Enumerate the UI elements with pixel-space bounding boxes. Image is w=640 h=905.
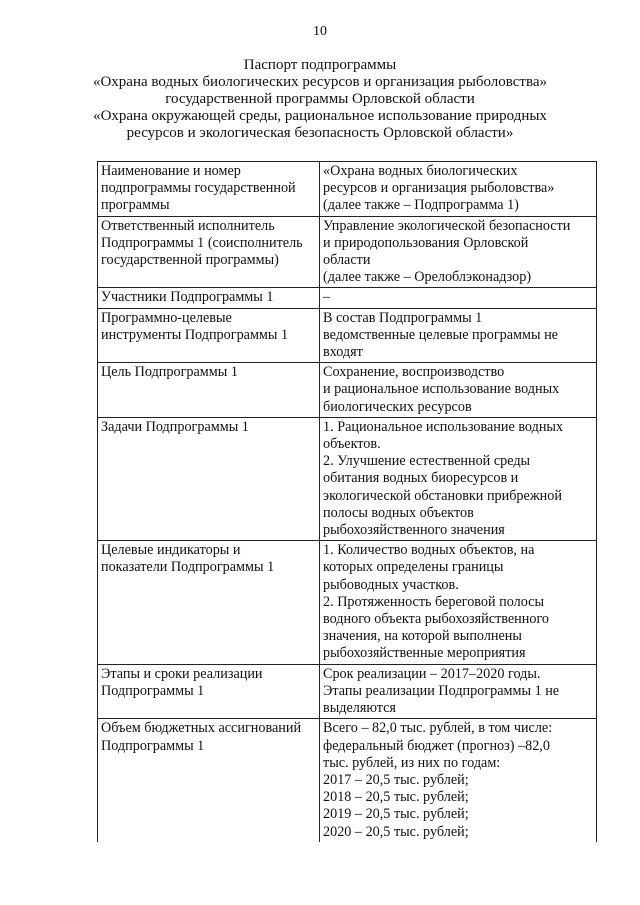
row-value-line: 1. Количество водных объектов, на: [323, 542, 535, 559]
table-row: [98, 363, 597, 418]
row-label-line: Подпрограммы 1 (соисполнитель: [101, 234, 303, 251]
row-label-line: Программно-целевые: [101, 309, 232, 326]
row-value-cell: [320, 288, 597, 308]
row-value-line: области: [323, 252, 371, 269]
row-value-cell: [320, 541, 597, 664]
row-label-cell: [98, 308, 320, 363]
row-value-line: –: [323, 289, 331, 306]
row-value-line: 2. Протяженность береговой полосы: [323, 593, 545, 610]
row-value-line: водного объекта рыбохозяйственного: [323, 611, 550, 628]
row-value-cell: [320, 719, 597, 842]
row-value-line: В состав Подпрограммы 1: [323, 309, 483, 326]
table-row: [98, 719, 597, 842]
header-line: государственной программы Орловской области: [165, 91, 475, 107]
header-line: Паспорт подпрограммы: [243, 57, 397, 73]
row-label-line: Этапы и сроки реализации: [101, 665, 263, 682]
header-line: «Охрана водных биологических ресурсов и организация рыболовства»: [92, 74, 548, 90]
row-value-line: Срок реализации – 2017–2020 годы.: [323, 665, 541, 682]
row-label-line: Подпрограммы 1: [101, 737, 205, 754]
row-value-line: экологической обстановки прибрежной: [323, 487, 562, 504]
row-value-line: выделяются: [323, 700, 396, 717]
row-value-line: объектов.: [323, 436, 381, 453]
row-label-cell: [98, 664, 320, 719]
row-value-line: которых определены границы: [323, 559, 504, 576]
row-label-cell: [98, 216, 320, 288]
row-label-line: подпрограммы государственной: [101, 180, 296, 197]
table-row: [98, 541, 597, 664]
row-value-cell: [320, 162, 597, 217]
row-value-cell: [320, 308, 597, 363]
row-value-line: Управление экологической безопасности: [323, 217, 571, 234]
table-row: [98, 162, 597, 217]
row-label-line: государственной программы): [101, 252, 279, 269]
document-header: [40, 57, 600, 142]
page-number: 10: [313, 24, 327, 39]
row-value-line: значения, на которой выполнены: [323, 628, 522, 645]
row-value-line: рыбоводных участков.: [323, 576, 459, 593]
row-value-line: 2020 – 20,5 тыс. рублей;: [323, 823, 469, 840]
row-value-line: федеральный бюджет (прогноз) –82,0: [323, 737, 550, 754]
table-row: [98, 288, 597, 308]
row-value-line: 2019 – 20,5 тыс. рублей;: [323, 806, 469, 823]
row-value-line: «Охрана водных биологических: [323, 163, 518, 179]
passport-table: [97, 161, 597, 842]
row-label-cell: [98, 417, 320, 540]
table-row: [98, 417, 597, 540]
header-line: «Охрана окружающей среды, рациональное использование природных: [93, 108, 547, 124]
row-label-line: Ответственный исполнитель: [101, 217, 275, 234]
row-value-line: обитания водных биоресурсов и: [323, 470, 519, 487]
row-label-cell: [98, 719, 320, 842]
row-value-line: (далее также – Подпрограмма 1): [323, 197, 519, 214]
row-value-line: 2017 – 20,5 тыс. рублей;: [323, 771, 469, 788]
row-value-cell: [320, 417, 597, 540]
row-value-cell: [320, 216, 597, 288]
row-value-line: 1. Рациональное использование водных: [323, 418, 564, 435]
row-label-line: показатели Подпрограммы 1: [101, 559, 275, 576]
row-label-cell: [98, 288, 320, 308]
row-label-cell: [98, 541, 320, 664]
table-row: [98, 216, 597, 288]
table-row: [98, 308, 597, 363]
row-value-line: (далее также – Орелоблэконадзор): [323, 269, 532, 286]
row-value-line: ведомственные целевые программы не: [323, 326, 558, 343]
row-label-line: Задачи Подпрограммы 1: [101, 418, 249, 435]
row-label-line: Наименование и номер: [101, 163, 241, 179]
row-label-cell: [98, 363, 320, 418]
row-value-line: Этапы реализации Подпрограммы 1 не: [323, 682, 560, 699]
row-value-line: и рациональное использование водных: [323, 381, 560, 398]
row-label-line: Участники Подпрограммы 1: [101, 289, 274, 306]
row-value-cell: [320, 363, 597, 418]
row-label-cell: [98, 162, 320, 217]
row-value-line: ресурсов и организация рыболовства»: [323, 180, 555, 197]
row-value-line: Сохранение, воспроизводство: [323, 364, 505, 381]
table-row: [98, 664, 597, 719]
row-label-line: программы: [101, 197, 170, 214]
row-label-line: Целевые индикаторы и: [101, 542, 241, 559]
row-value-line: 2. Улучшение естественной среды: [323, 453, 531, 470]
row-value-line: биологических ресурсов: [323, 398, 472, 415]
row-label-line: Подпрограммы 1: [101, 682, 205, 699]
row-label-line: инструменты Подпрограммы 1: [101, 326, 289, 343]
row-value-cell: [320, 664, 597, 719]
header-line: ресурсов и экологическая безопасность Орловской области»: [126, 125, 514, 141]
row-label-line: Объем бюджетных ассигнований: [101, 720, 302, 737]
row-value-line: 2018 – 20,5 тыс. рублей;: [323, 789, 469, 806]
row-label-line: Цель Подпрограммы 1: [101, 364, 238, 381]
row-value-line: полосы водных объектов: [323, 504, 474, 521]
row-value-line: рыбохозяйственного значения: [323, 522, 505, 539]
row-value-line: рыбохозяйственные мероприятия: [323, 645, 526, 662]
row-value-line: тыс. рублей, из них по годам:: [323, 754, 501, 771]
row-value-line: входят: [323, 344, 363, 361]
row-value-line: Всего – 82,0 тыс. рублей, в том числе:: [323, 720, 553, 737]
row-value-line: и природопользования Орловской: [323, 234, 529, 251]
